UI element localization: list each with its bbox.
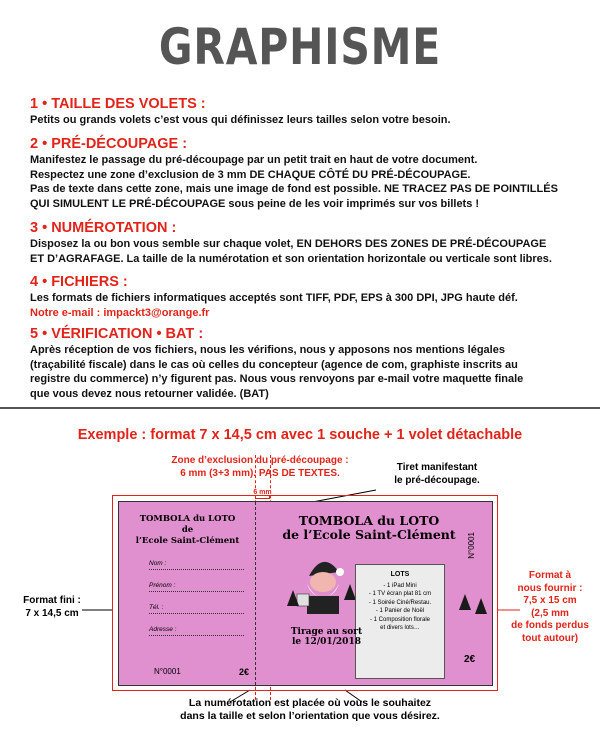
- tree-icon: [475, 598, 487, 614]
- section-heading: 2 • PRÉ-DÉCOUPAGE :: [30, 136, 188, 152]
- text-line: QUI SIMULENT LE PRÉ-DÉCOUPAGE sous peine de les voir imprimés sur vos billets !: [30, 197, 480, 210]
- volet-title-line: de l’Ecole Saint-Clément: [282, 527, 456, 542]
- stub-title-line: de: [181, 525, 194, 535]
- volet-price: 2€: [464, 654, 476, 665]
- annotation-line: 7,5 x 15 cm: [523, 595, 577, 606]
- volet-number: N°0001: [467, 532, 476, 559]
- annotation-line: Format à: [528, 570, 572, 581]
- ticket-sample: [118, 501, 493, 686]
- lot-item: - 1 Soirée Ciné/Restau.: [368, 599, 432, 606]
- lot-item: - 1 Composition florale: [369, 616, 431, 623]
- annotation-line: dans la taille et selon l’orientation que vous désirez.: [180, 709, 440, 722]
- annotation-line: 6 mm (3+3 mm). PAS DE TEXTES.: [180, 467, 340, 479]
- annotation-line: 7 x 14,5 cm: [25, 607, 79, 619]
- arrow-numerotation-1: [230, 690, 250, 702]
- zone-width-label: 6 mm: [253, 489, 272, 496]
- stub-title: [119, 514, 256, 547]
- text-line: Petits ou grands volets c’est vous qui définissez leurs tailles selon votre besoin.: [30, 114, 451, 126]
- arrow-numerotation-2: [345, 690, 362, 702]
- volet-title: [279, 514, 459, 542]
- annotation-line: tout autour): [521, 632, 579, 644]
- text-line: Après réception de vos fichiers, nous les vérifions, nous y apposons nos mentions légales: [30, 344, 505, 356]
- annotation-line: La numérotation est placée où vous le souhaitez: [188, 697, 432, 709]
- stub-number: N°0001: [154, 667, 181, 676]
- tirage-line: le 12/01/2018: [292, 637, 361, 647]
- section-heading: 5 • VÉRIFICATION • BAT :: [30, 326, 204, 342]
- tree-icon: [287, 590, 299, 606]
- annotation-line: nous fournir :: [517, 582, 583, 594]
- example-heading: Exemple : format 7 x 14,5 cm avec 1 souche + 1 volet détachable: [77, 427, 523, 443]
- tree-icon: [459, 594, 471, 610]
- stub-title-line: TOMBOLA du LOTO: [139, 514, 236, 524]
- annotation-line: Tiret manifestant: [396, 462, 478, 473]
- tirage-line: Tirage au sort: [290, 627, 363, 637]
- volet-title-line: TOMBOLA du LOTO: [298, 513, 440, 528]
- text-line: registre du commerce) n’y figurent pas. Nous vous renvoyons par e-mail votre maquette finale: [30, 373, 524, 385]
- lot-item: - 1 iPad Mini: [383, 582, 417, 589]
- annotation-line: le pré-découpage.: [394, 474, 480, 486]
- text-line: Respectez une zone d’exclusion de 3 mm DE CHAQUE CÔTÉ DU PRÉ-DÉCOUPAGE.: [30, 168, 471, 181]
- annotation-line: (2,5 mm: [531, 607, 569, 619]
- text-line: Pas de texte dans cette zone, mais une image de fond est possible. NE TRACEZ PAS DE POINTILLÉS: [30, 183, 558, 195]
- text-line: (traçabilité fiscale) dans le cas où celles du concepteur (agence de com, graphiste inscrits au: [30, 358, 518, 371]
- text-line: Les formats de fichiers informatiques acceptés sont TIFF, PDF, EPS à 300 DPI, JPG haute déf.: [30, 292, 518, 304]
- stub-field-prenom: Prénom :: [149, 582, 244, 592]
- annotation-line: Format fini :: [23, 595, 81, 606]
- annotation-line: Zone d’exclusion du pré-découpage :: [171, 455, 349, 466]
- lot-item: - 1 TV écran plat 81 cm: [368, 591, 432, 597]
- stub-price: 2€: [239, 667, 250, 677]
- annotation-line: de fonds perdus: [511, 620, 589, 631]
- stub-field-tel: Tél. :: [149, 604, 244, 614]
- ticket-stub: [119, 502, 256, 685]
- section-heading: 1 • TAILLE DES VOLETS :: [30, 96, 206, 112]
- tirage-date: [279, 627, 374, 647]
- page-title: GRAPHISME: [158, 18, 442, 76]
- text-line: Manifestez le passage du pré-découpage par un petit trait en haut de votre document.: [30, 154, 478, 166]
- text-line: que vous devez nous retourner validée. (BAT): [30, 387, 269, 400]
- text-line: ET D’AGRAFAGE. La taille de la numérotation et son orientation horizontale ou verticale sont libres.: [30, 252, 552, 265]
- lots-title: LOTS: [390, 571, 410, 578]
- section-heading: 3 • NUMÉROTATION :: [30, 220, 177, 236]
- email-link[interactable]: Notre e-mail : impackt3@orange.fr: [30, 306, 210, 319]
- santa-illustration: [295, 550, 351, 614]
- section-heading: 4 • FICHIERS :: [30, 274, 128, 290]
- stub-field-adresse: Adresse :: [149, 626, 244, 636]
- stub-title-line: l’Ecole Saint-Clément: [135, 536, 240, 546]
- lot-item: - 1 Panier de Noël: [375, 608, 425, 614]
- lot-item: et divers lots…: [380, 625, 420, 631]
- text-line: Disposez la ou bon vous semble sur chaque volet, EN DEHORS DES ZONES DE PRÉ-DÉCOUPAGE: [30, 238, 547, 250]
- stub-field-nom: Nom :: [149, 560, 244, 570]
- lots-box: [355, 564, 445, 679]
